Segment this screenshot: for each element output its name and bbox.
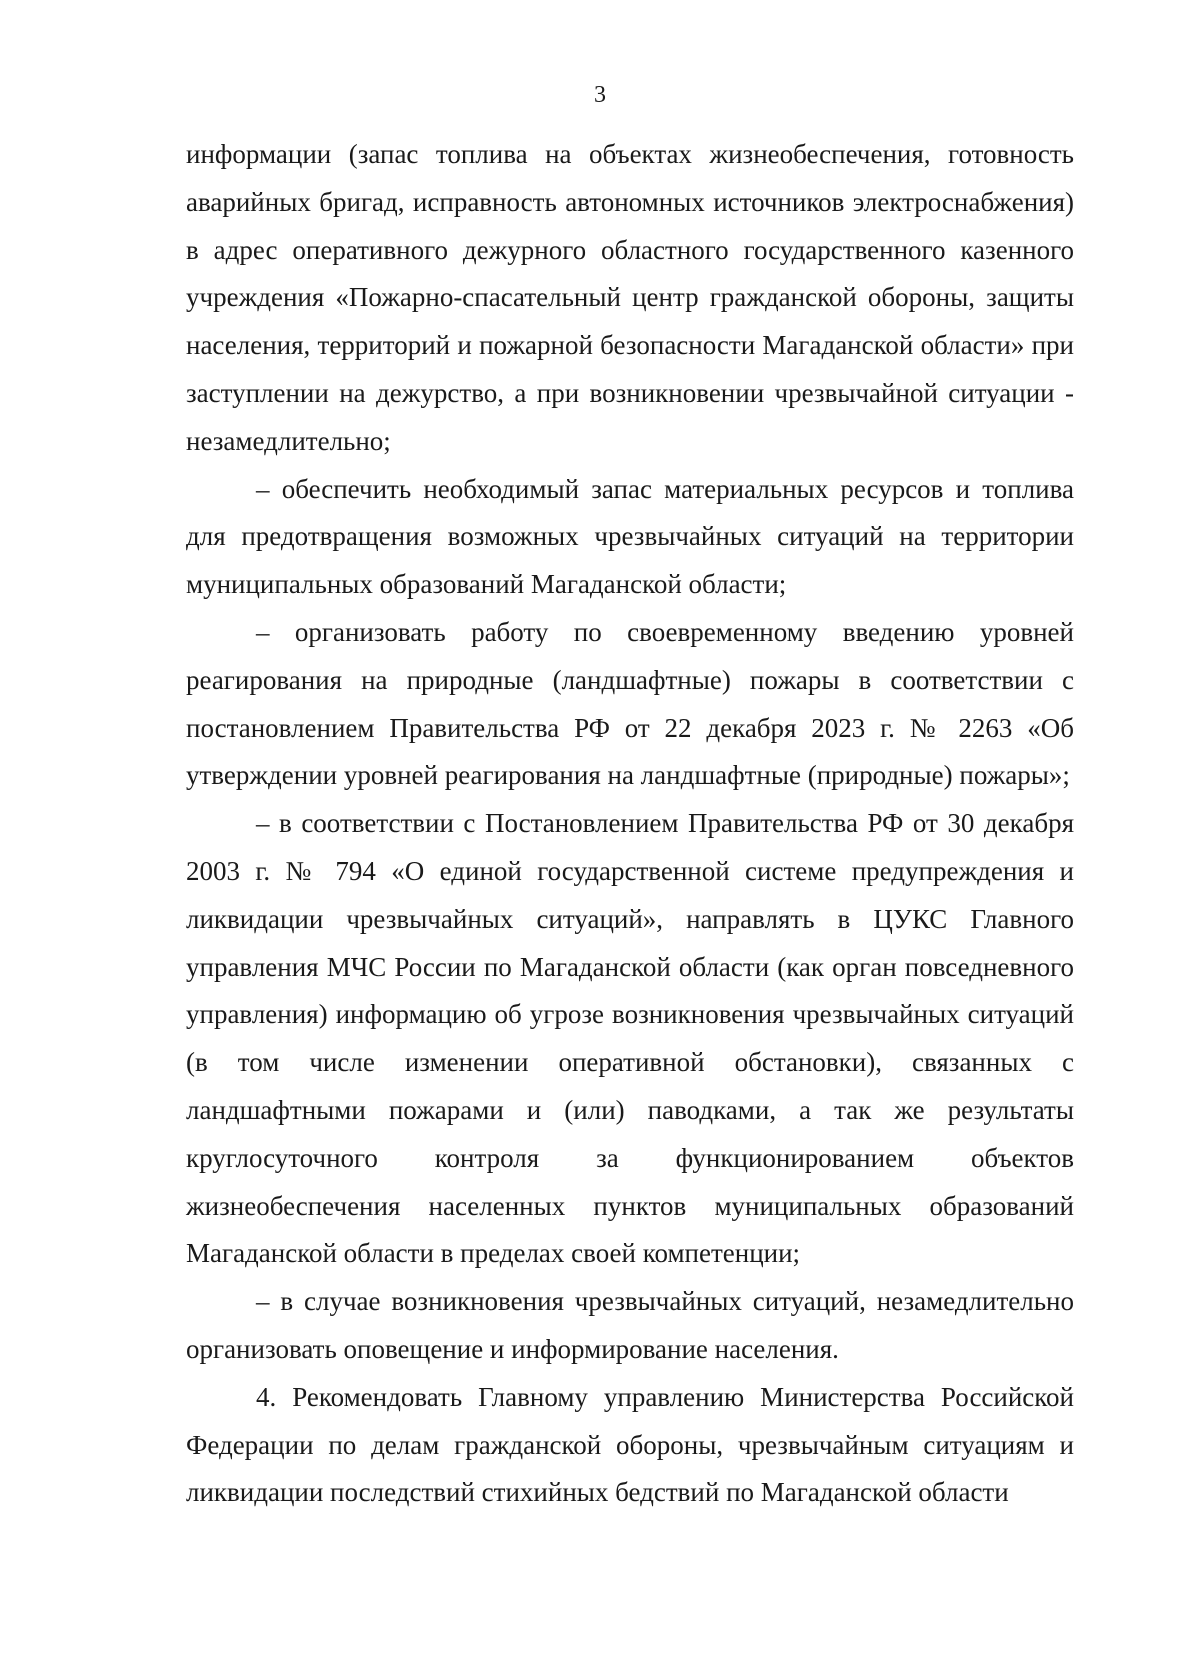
paragraph-material-reserves: – обеспечить необходимый запас материальных ресурсов и топлива для предотвращения возможных чрезвычайных ситуаций на территории муниципальных образований Магаданской области; [186, 473, 1074, 600]
page-number: 3 [594, 82, 606, 108]
paragraph-response-levels: – организовать работу по своевременному введению уровней реагирования на природные (ландшафтные) пожары в соответствии с постановлением Правительства РФ от 22 декабря 2023 г. № 2263 «Об утверждении уровней реагирования на ландшафтные (природные) пожары»; [186, 616, 1074, 791]
paragraph-information-fuel: информации (запас топлива на объектах жизнеобеспечения, готовность аварийных бригад, исправность автономных источников электроснабжения) в адрес оперативного дежурного областного государственного казенного учреждения «Пожарно-спасательный центр гражданской обороны, защиты населения, территорий и пожарной безопасности Магаданской области» при заступлении на дежурство, а при возникновении чрезвычайной ситуации - незамедлительно; [186, 139, 1074, 456]
document-body [186, 131, 1074, 1517]
paragraph-item-4-recommendation: 4. Рекомендовать Главному управлению Министерства Российской Федерации по делам гражданской обороны, чрезвычайным ситуациям и ликвидации последствий стихийных бедствий по Магаданской области [186, 1381, 1074, 1508]
paragraph-population-alert: – в случае возникновения чрезвычайных ситуаций, незамедлительно организовать оповещение и информирование населения. [186, 1286, 1074, 1364]
paragraph-report-to-tsuks: – в соответствии с Постановлением Правительства РФ от 30 декабря 2003 г. № 794 «О единой государственной системе предупреждения и ликвидации чрезвычайных ситуаций», направлять в ЦУКС Главного управления МЧС России по Магаданской области (как орган повседневного управления) информацию об угрозе возникновения чрезвычайных ситуаций (в том числе изменении оперативной обстановки), связанных с ландшафтными пожарами и (или) паводками, а так же результаты круглосуточного контроля за функционированием объектов жизнеобеспечения населенных пунктов муниципальных образований Магаданской области в пределах своей компетенции; [186, 808, 1074, 1269]
